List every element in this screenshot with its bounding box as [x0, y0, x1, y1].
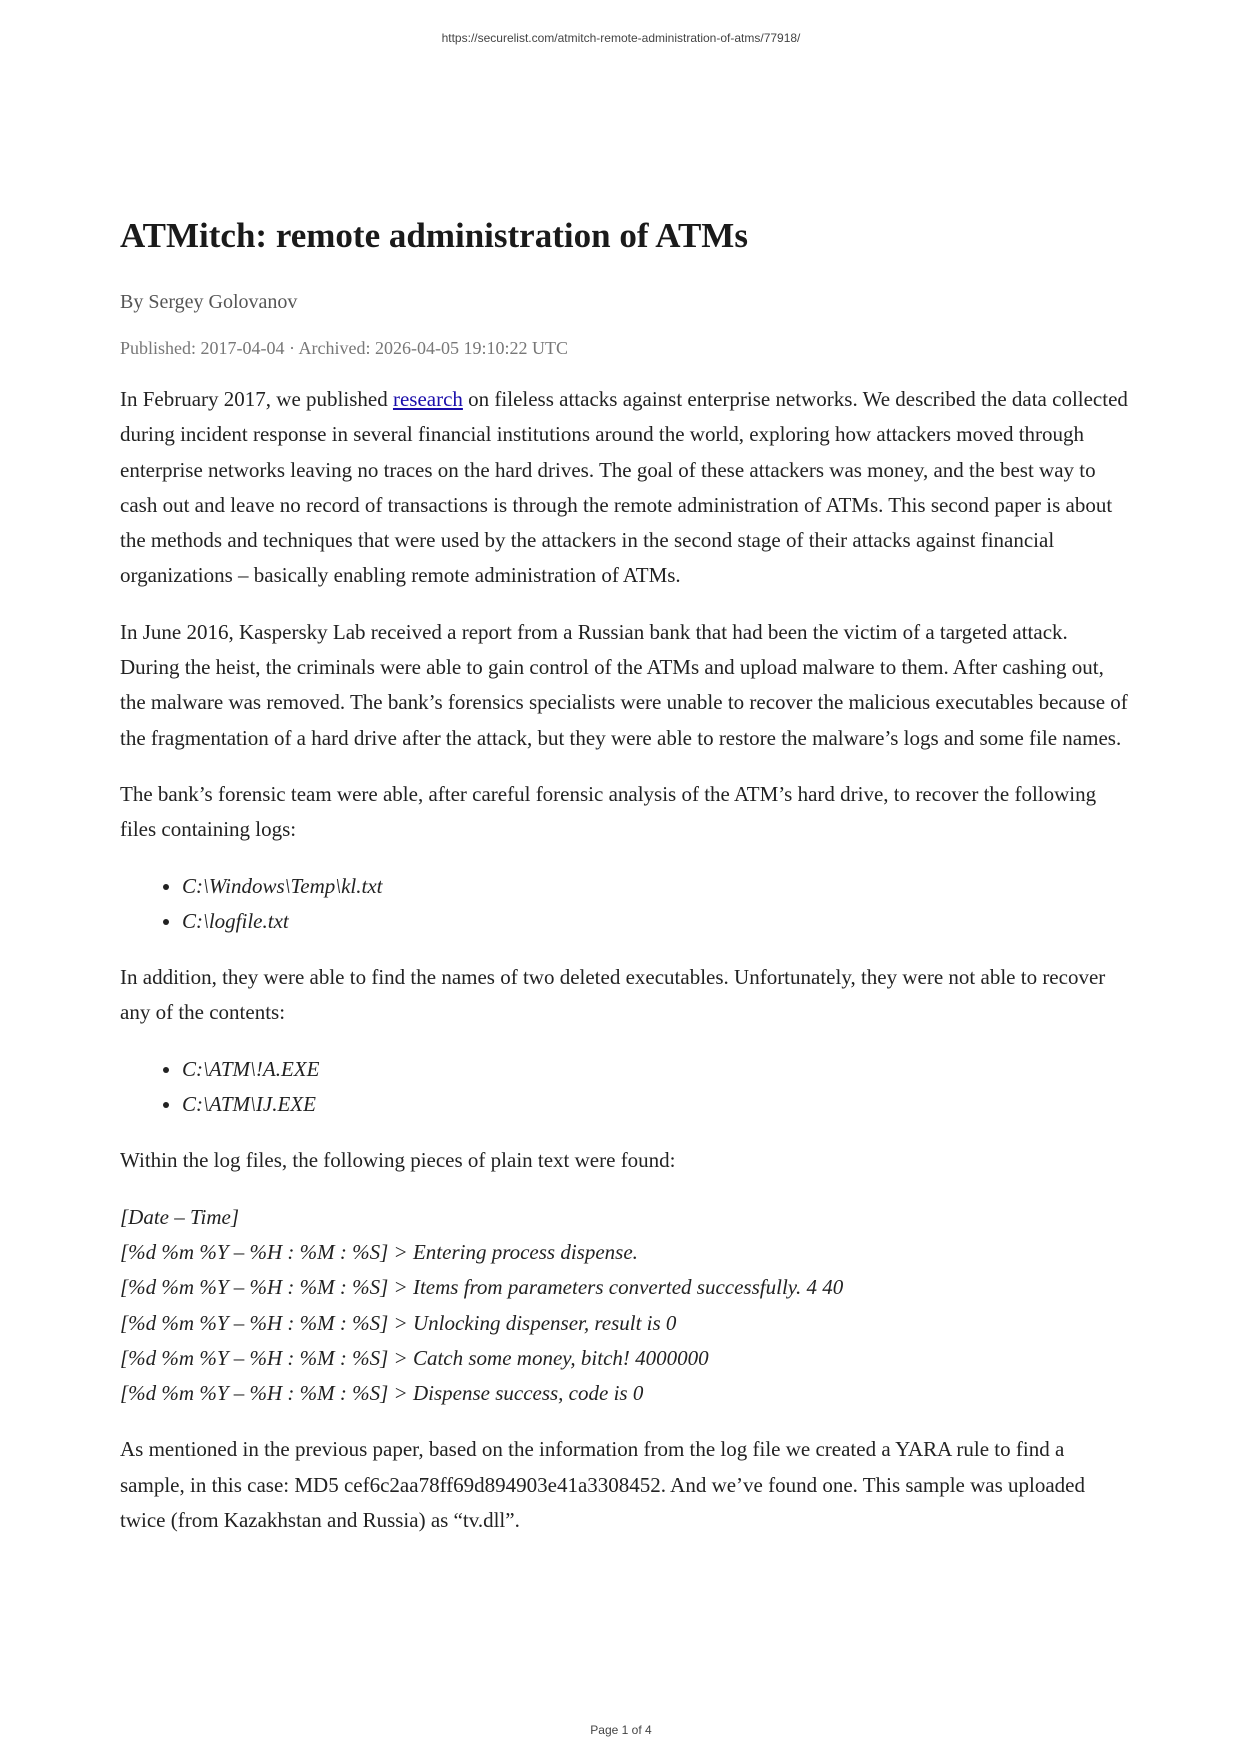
log-line: [%d %m %Y – %H : %M : %S] > Dispense success, code is 0	[120, 1381, 644, 1406]
paragraph-forensic-team: The bank’s forensic team were able, after careful forensic analysis of the ATM’s hard drive, to recover the following files containing logs:	[120, 781, 1097, 842]
log-line: [%d %m %Y – %H : %M : %S] > Entering process dispense.	[120, 1239, 638, 1264]
paragraph-intro-start: In February 2017, we published	[120, 387, 393, 411]
article-body	[120, 382, 1130, 1538]
list-item: • C:\ATM\!A.EXE	[182, 1052, 1130, 1087]
log-line: [Date – Time]	[120, 1204, 240, 1229]
paragraph-yara-rule: As mentioned in the previous paper, based on the information from the log file we created a YARA rule to find a sample, in this case: MD5 cef6c2aa78ff69d894903e41a3308452. And we’ve found one. This sample was uploaded twice (from Kazakhstan and Russia) as “tv.dll”.	[120, 1437, 1086, 1533]
paragraph-june-2016: In June 2016, Kaspersky Lab received a report from a Russian bank that had been the victim of a targeted attack. During the heist, the criminals were able to gain control of the ATMs and upload malware to them. After cashing out, the malware was removed. The bank’s forensics specialists were unable to recover the malicious executables because of the fragmentation of a hard drive after the attack, but they were able to restore the malware’s logs and some file names.	[120, 619, 1128, 750]
research-link[interactable]: research	[392, 387, 463, 411]
log-line: [%d %m %Y – %H : %M : %S] > Items from parameters converted successfully. 4 40	[120, 1275, 844, 1300]
article-title: ATMitch: remote administration of ATMs	[120, 216, 748, 255]
paragraph-intro	[120, 382, 1130, 594]
list-item: • C:\Windows\Temp\kl.txt	[182, 869, 1130, 904]
page-number-footer: Page 1 of 4	[590, 1723, 652, 1737]
page-url-header: https://securelist.com/atmitch-remote-administration-of-atms/77918/	[441, 31, 801, 45]
log-lines-block	[120, 1200, 1130, 1412]
paragraph-deleted-executables: In addition, they were able to find the names of two deleted executables. Unfortunately, they were not able to recover any of the contents:	[120, 965, 1106, 1025]
article-byline: By Sergey Golovanov	[120, 291, 298, 313]
paragraph-intro-rest: on fileless attacks against enterprise networks. We described the data collected during incident response in several financial institutions around the world, exploring how attackers moved through enterprise networks leaving no traces on the hard drives. The goal of these attackers was money, and the best way to cash out and leave no record of transactions is through the remote administration of ATMs. This second paper is about the methods and techniques that were used by the attackers in the second stage of their attacks against financial organizations – basically enabling remote administration of ATMs.	[120, 387, 1128, 588]
log-line: [%d %m %Y – %H : %M : %S] > Catch some money, bitch! 4000000	[120, 1345, 709, 1370]
log-line: [%d %m %Y – %H : %M : %S] > Unlocking dispenser, result is 0	[120, 1310, 677, 1335]
executables-list	[120, 1052, 1130, 1123]
article	[120, 212, 1130, 1559]
paragraph-log-text-intro: Within the log files, the following pieces of plain text were found:	[120, 1148, 676, 1173]
article-meta: Published: 2017-04-04 · Archived: 2026-04-05 19:10:22 UTC	[120, 338, 568, 358]
list-item: • C:\logfile.txt	[182, 904, 1130, 939]
log-files-list	[120, 869, 1130, 940]
list-item: • C:\ATM\IJ.EXE	[182, 1087, 1130, 1122]
